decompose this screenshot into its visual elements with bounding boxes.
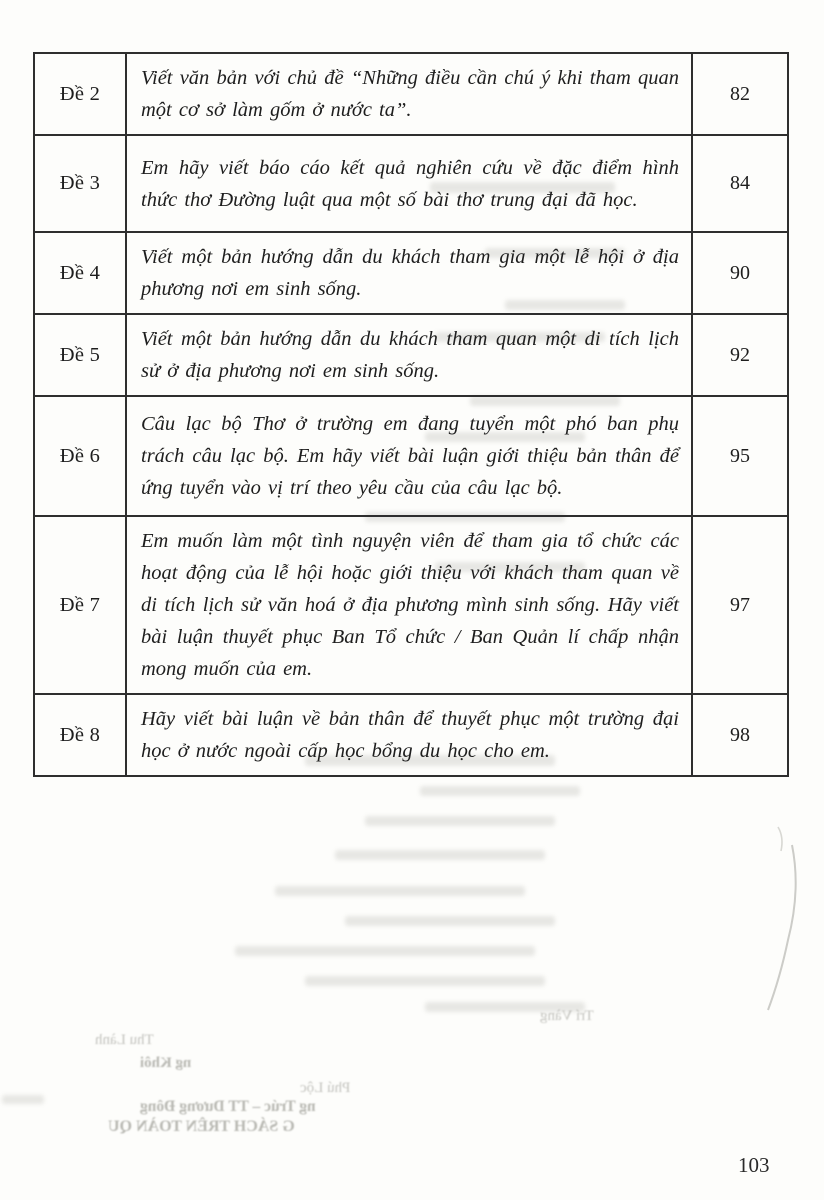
toc-entry-label: Đề 2 [59,82,101,105]
toc-entry-text: Em muốn làm một tình nguyện viên để tham gia tổ chức các hoạt động của lễ hội hoặc giới thiệu với khách tham quan về di tích lịch sử văn hoá ở địa phương mình sinh sống. Hãy viết bài luận thuyết phục Ban Tổ chức / Ban Quản lí chấp nhận mong muốn của em. [125,517,693,693]
toc-entry-label: Đề 6 [59,444,101,467]
crease-mark [740,815,810,1025]
toc-entry-page: 97 [730,593,750,616]
toc-entry-text: Em hãy viết báo cáo kết quả nghiên cứu về đặc điểm hình thức thơ Đường luật qua một số bài thơ trung đại đã học. [125,136,693,231]
toc-entry-text: Câu lạc bộ Thơ ở trường em đang tuyển một phó ban phụ trách câu lạc bộ. Em hãy viết bài luận giới thiệu bản thân để ứng tuyển vào vị trí theo yêu cầu của câu lạc bộ. [125,397,693,515]
toc-entry-page: 92 [730,343,750,366]
toc-entry-label: Đề 7 [59,593,101,616]
toc-entry-label: Đề 8 [59,723,101,746]
bleed-line [420,786,580,796]
bleed-line [235,946,535,956]
toc-entry-text: Viết một bản hướng dẫn du khách tham gia một lễ hội ở địa phương nơi em sinh sống. [125,233,693,313]
bleed-fragment: Thu Lành [95,1032,154,1048]
bleed-fragment: ng Trúc – TT Dương Đông [140,1098,316,1115]
toc-entry-text: Viết văn bản với chủ đề “Những điều cần chú ý khi tham quan một cơ sở làm gốm ở nước ta”. [125,54,693,134]
toc-row [35,134,787,231]
bleed-fragment: G SÁCH TRÊN TOÀN QU [108,1118,295,1135]
toc-entry-page: 84 [730,172,750,194]
toc-row [35,693,787,775]
toc-entry-text: Hãy viết bài luận về bản thân để thuyết phục một trường đại học ở nước ngoài cấp học bổng du học cho em. [125,695,693,775]
bleed-line [345,916,555,926]
bleed-line [305,976,545,986]
bleed-fragment: Trí Vàng [540,1008,594,1024]
toc-entry-label: Đề 4 [59,261,101,284]
bleed-line [2,1095,44,1104]
bleed-fragment: ng Khôi [140,1055,192,1071]
toc-entry-page: 90 [730,261,750,284]
toc-entry-text: Viết một bản hướng dẫn du khách tham quan một di tích lịch sử ở địa phương nơi em sinh sống. [125,315,693,395]
toc-entry-label: Đề 5 [59,343,101,366]
toc-entry-label: Đề 3 [59,172,101,194]
bleed-line [275,886,525,896]
toc-entry-page: 82 [730,82,750,105]
toc-row [35,313,787,395]
toc-entry-page: 98 [730,723,750,746]
bleed-fragment: Phú Lộc [300,1080,351,1096]
bleed-line [365,816,555,826]
bleed-line [335,850,545,860]
toc-row [35,231,787,313]
page-number: 103 [738,1153,770,1177]
toc-row [35,395,787,515]
toc-entry-page: 95 [730,444,750,467]
toc-row [35,515,787,693]
toc-row [35,54,787,134]
toc-table [33,52,789,777]
